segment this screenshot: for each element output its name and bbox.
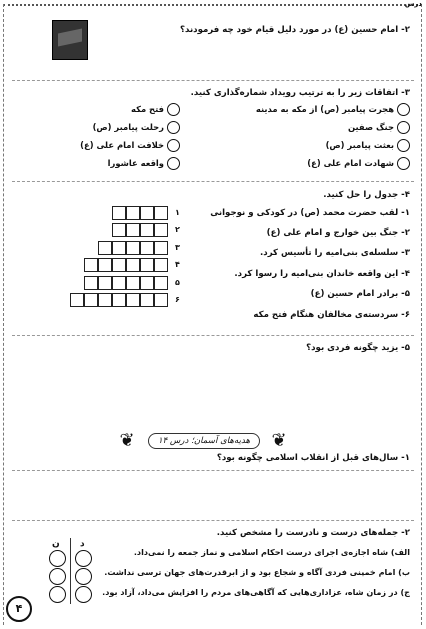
- question-b1: ۱- سال‌های قبل از انقلاب اسلامی چگونه بود؟: [216, 453, 410, 463]
- crossword-cell[interactable]: [98, 258, 112, 272]
- clue-4: ۴- این واقعه خاندان بنی‌امیه را رسوا کرد.: [234, 269, 410, 279]
- crossword-cell[interactable]: [154, 293, 168, 307]
- false-column-header: ن: [52, 539, 60, 549]
- question-4: ۴- جدول را حل کنید.: [323, 190, 410, 200]
- right-border: [421, 4, 422, 625]
- page-number: ۴: [6, 596, 32, 622]
- statement-a: الف) شاه اجازه‌ی اجرای درست احکام اسلامی و نماز جمعه را نمی‌داد.: [133, 547, 410, 557]
- crossword-cell[interactable]: [154, 276, 168, 290]
- false-circle[interactable]: [49, 568, 66, 585]
- table-divider: [70, 538, 71, 604]
- event-option[interactable]: هجرت پیامبر (ص) از مکه به مدینه: [256, 102, 410, 116]
- crossword-cell[interactable]: [112, 276, 126, 290]
- event-option[interactable]: واقعه عاشورا: [108, 156, 180, 170]
- divider: [12, 80, 414, 81]
- crossword-cell[interactable]: [112, 206, 126, 220]
- clue-5: ۵- برادر امام حسین (ع): [310, 289, 410, 299]
- question-5: ۵- یزید چگونه فردی بود؟: [306, 343, 410, 353]
- question-3: ۳- اتفاقات زیر را به ترتیب رویداد شماره‌گذاری کنید.: [190, 88, 410, 98]
- answer-circle[interactable]: [397, 121, 410, 134]
- crossword-cell[interactable]: [112, 241, 126, 255]
- answer-circle[interactable]: [167, 103, 180, 116]
- statement-b: ب) امام خمینی فردی آگاه و شجاع بود و از ابرقدرت‌های جهان ترسی نداشت.: [104, 567, 410, 577]
- row-number: ۱: [175, 208, 180, 217]
- event-option[interactable]: بعثت پیامبر (ص): [326, 138, 410, 152]
- crossword-cell[interactable]: [70, 293, 84, 307]
- crossword-cell[interactable]: [98, 241, 112, 255]
- crossword-cell[interactable]: [140, 223, 154, 237]
- crossword-cell[interactable]: [98, 276, 112, 290]
- crossword-cell[interactable]: [126, 206, 140, 220]
- answer-circle[interactable]: [397, 139, 410, 152]
- crossword-cell[interactable]: [140, 276, 154, 290]
- crossword-cell[interactable]: [154, 223, 168, 237]
- crossword-cell[interactable]: [126, 223, 140, 237]
- clue-6: ۶- سردسته‌ی مخالفان هنگام فتح مکه: [253, 310, 410, 320]
- true-column-header: د: [80, 539, 85, 549]
- crossword-cell[interactable]: [126, 258, 140, 272]
- butterfly-icon: ❦: [119, 430, 135, 451]
- row-number: ۵: [175, 277, 180, 287]
- crossword-cell[interactable]: [126, 276, 140, 290]
- question-b2: ۲- جمله‌های درست و نادرست را مشخص کنید.: [216, 528, 410, 538]
- crossword-cell[interactable]: [84, 293, 98, 307]
- crossword-cell[interactable]: [112, 293, 126, 307]
- crossword-cell[interactable]: [140, 293, 154, 307]
- crossword-cell[interactable]: [112, 258, 126, 272]
- divider: [12, 335, 414, 336]
- top-border: [3, 4, 422, 6]
- crossword-cell[interactable]: [84, 276, 98, 290]
- crossword-cell[interactable]: [140, 258, 154, 272]
- divider: [12, 520, 414, 521]
- true-circle[interactable]: [75, 550, 92, 567]
- corner-label: درس: [404, 0, 422, 8]
- crossword-cell[interactable]: [140, 206, 154, 220]
- answer-circle[interactable]: [167, 121, 180, 134]
- row-number: ۶: [175, 295, 180, 304]
- answer-circle[interactable]: [397, 103, 410, 116]
- crossword-cell[interactable]: [140, 241, 154, 255]
- event-option[interactable]: جنگ صفین: [348, 120, 410, 134]
- crossword-cell[interactable]: [112, 223, 126, 237]
- statement-c: ج) در زمان شاه، عزاداری‌هایی که آگاهی‌های مردم را افزایش می‌داد، آزاد بود.: [102, 587, 410, 597]
- false-circle[interactable]: [49, 586, 66, 603]
- clue-3: ۳- سلسله‌ی بنی‌امیه را تأسیس کرد.: [260, 248, 410, 258]
- left-border: [3, 4, 4, 625]
- event-option[interactable]: فتح مکه: [131, 102, 180, 116]
- true-circle[interactable]: [75, 586, 92, 603]
- true-circle[interactable]: [75, 568, 92, 585]
- illustration-image: [52, 20, 88, 60]
- false-circle[interactable]: [49, 550, 66, 567]
- butterfly-icon: ❦: [271, 430, 287, 451]
- crossword-cell[interactable]: [154, 258, 168, 272]
- banner-title: هدیه‌های آسمان؛ درس ۱۴: [157, 436, 251, 446]
- crossword-cell[interactable]: [154, 241, 168, 255]
- answer-circle[interactable]: [167, 157, 180, 170]
- divider: [12, 470, 414, 471]
- lesson-banner: [116, 428, 294, 454]
- event-option[interactable]: رحلت پیامبر (ص): [93, 120, 180, 134]
- crossword-cell[interactable]: [126, 241, 140, 255]
- crossword-cell[interactable]: [84, 258, 98, 272]
- divider: [12, 181, 414, 182]
- answer-circle[interactable]: [167, 139, 180, 152]
- event-option[interactable]: شهادت امام علی (ع): [307, 156, 410, 170]
- question-2: ۲- امام حسین (ع) در مورد دلیل قیام خود چه فرمودند؟: [180, 25, 410, 35]
- crossword-cell[interactable]: [98, 293, 112, 307]
- event-option[interactable]: خلافت امام علی (ع): [80, 138, 180, 152]
- row-number: ۴: [175, 260, 180, 270]
- crossword-cell[interactable]: [154, 206, 168, 220]
- crossword-cell[interactable]: [126, 293, 140, 307]
- row-number: ۳: [175, 242, 180, 252]
- clue-2: ۲- جنگ بین خوارج و امام علی (ع): [266, 228, 410, 238]
- answer-circle[interactable]: [397, 157, 410, 170]
- row-number: ۲: [175, 225, 180, 235]
- clue-1: ۱- لقب حضرت محمد (ص) در کودکی و نوجوانی: [210, 208, 410, 218]
